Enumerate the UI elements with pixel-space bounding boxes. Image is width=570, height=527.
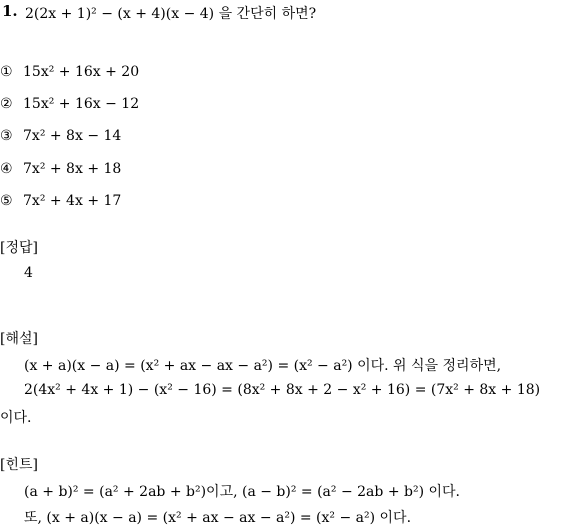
explanation-line-1: (x + a)(x − a) = (x² + ax − ax − a²) = (x² − a²) 이다. 위 식을 정리하면, — [24, 358, 502, 374]
choice-mark: ⑤ — [0, 193, 13, 209]
choice-mark: ③ — [0, 128, 13, 144]
choice-mark: ② — [0, 96, 13, 112]
hint-heading: [힌트] — [0, 457, 38, 473]
explanation-line-3: 이다. — [0, 410, 32, 426]
question-number: 1. — [2, 2, 18, 20]
hint-line-1: (a + b)² = (a² + 2ab + b²)이고, (a − b)² = (a² − 2ab + b²) 이다. — [24, 484, 460, 500]
explanation-line-2: 2(4x² + 4x + 1) − (x² − 16) = (8x² + 8x + 2 − x² + 16) = (7x² + 8x + 18) — [24, 382, 541, 398]
choice-3 — [0, 128, 121, 144]
explanation-heading: [해설] — [0, 331, 38, 347]
choice-mark: ① — [0, 64, 13, 80]
choice-5 — [0, 193, 121, 209]
choice-text: 15x² + 16x − 12 — [23, 96, 140, 112]
choice-4 — [0, 161, 121, 177]
answer-value: 4 — [24, 265, 33, 281]
choice-text: 7x² + 4x + 17 — [23, 193, 122, 209]
choice-text: 15x² + 16x + 20 — [23, 64, 140, 80]
choice-text: 7x² + 8x + 18 — [23, 161, 122, 177]
answer-heading: [정답] — [0, 240, 38, 256]
choice-1 — [0, 64, 139, 80]
choice-text: 7x² + 8x − 14 — [23, 128, 122, 144]
choice-2 — [0, 96, 139, 112]
hint-line-2: 또, (x + a)(x − a) = (x² + ax − ax − a²) = (x² − a²) 이다. — [24, 510, 412, 526]
choice-mark: ④ — [0, 161, 13, 177]
question-text: 2(2x + 1)² − (x + 4)(x − 4) 을 간단히 하면? — [25, 6, 317, 22]
